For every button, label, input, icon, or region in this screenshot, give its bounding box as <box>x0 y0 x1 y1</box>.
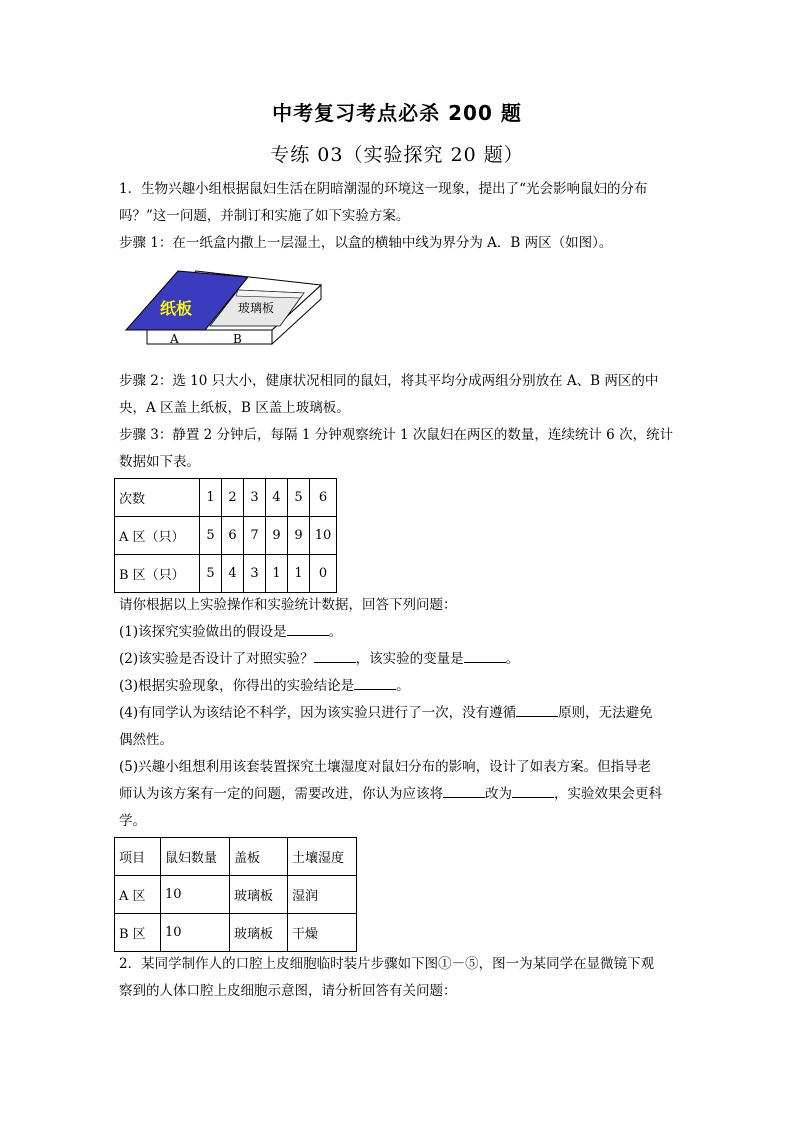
table-cell: 盖板 <box>230 838 288 876</box>
q1-intro-line2: 吗？”这一问题，并制订和实施了如下实验方案。 <box>119 208 410 224</box>
q1-step3-line2: 数据如下表。 <box>119 454 200 470</box>
answer-blank[interactable] <box>443 783 485 798</box>
sub2-text: (2)该实验是否设计了对照实验？ <box>119 651 314 667</box>
q1-step2-line1: 步骤 2：选 10 只大小，健康状况相同的鼠妇，将其平均分成两组分别放在 A、B 两区的中 <box>119 373 659 389</box>
table-cell: 9 <box>266 517 288 555</box>
answer-blank[interactable] <box>516 702 558 717</box>
table-cell: 玻璃板 <box>230 876 288 914</box>
q1-prompt: 请你根据以上实验操作和实验统计数据，回答下列问题： <box>119 597 457 613</box>
glass-board-label: 玻璃板 <box>238 301 275 315</box>
q1-intro-line1: 1．生物兴趣小组根据鼠妇生活在阴暗潮湿的环境这一现象，提出了“光会影响鼠妇的分布 <box>119 181 648 197</box>
answer-blank[interactable] <box>512 783 554 798</box>
table-cell: 7 <box>244 517 266 555</box>
table-cell: A 区 <box>115 876 161 914</box>
table-cell: 鼠妇数量 <box>161 838 230 876</box>
table-cell: 5 <box>200 517 222 555</box>
q1-sub5-line1: (5)兴趣小组想利用该套装置探究土壤湿度对鼠妇分布的影响，设计了如表方案。但指导老 <box>119 759 652 775</box>
table-cell: 6 <box>310 479 337 517</box>
sub4-text: (4)有同学认为该结论不科学，因为该实验只进行了一次，没有遵循 <box>119 705 517 721</box>
count-table <box>114 478 337 593</box>
page-subtitle: 专练 03（实验探究 20 题） <box>270 144 524 166</box>
q1-sub3 <box>119 673 679 700</box>
table-cell: A 区（只） <box>115 517 200 555</box>
table-row <box>115 555 337 593</box>
table-row <box>115 517 337 555</box>
table-cell: 4 <box>222 555 244 593</box>
table-cell: B 区 <box>115 914 161 952</box>
q1-step3-line1: 步骤 3：静置 2 分钟后，每隔 1 分钟观察统计 1 次鼠妇在两区的数量，连续统计 6 次，统计 <box>119 427 674 443</box>
table-cell: 次数 <box>115 479 200 517</box>
q2-intro-line2: 察到的人体口腔上皮细胞示意图，请分析回答有关问题： <box>119 983 457 999</box>
answer-blank[interactable] <box>287 621 329 636</box>
region-b-label: B <box>233 332 242 346</box>
q2-intro-line1: 2．某同学制作人的口腔上皮细胞临时装片步骤如下图①－⑤，图一为某同学在显微镜下观 <box>119 956 655 972</box>
sub5-text: 师认为该方案有一定的问题，需要改进，你认为应该将 <box>119 786 443 802</box>
box-front-face <box>147 330 272 344</box>
table-header-row <box>115 838 357 876</box>
q1-step2-line2: 央，A 区盖上纸板，B 区盖上玻璃板。 <box>119 400 350 416</box>
table-cell: 10 <box>161 914 230 952</box>
table-cell: 项目 <box>115 838 161 876</box>
page-title: 中考复习考点必杀 200 题 <box>272 101 522 125</box>
table-cell: 1 <box>288 555 310 593</box>
q1-step1: 步骤 1：在一纸盒内撒上一层湿土，以盒的横轴中线为界分为 A．B 两区（如图）。 <box>119 235 613 251</box>
table-cell: 湿润 <box>288 876 357 914</box>
sub3-text: (3)根据实验现象，你得出的实验结论是 <box>119 678 355 694</box>
q1-sub4-line2: 偶然性。 <box>119 732 173 748</box>
region-a-label: A <box>170 332 179 346</box>
answer-blank[interactable] <box>314 648 356 663</box>
sub3-end: 。 <box>396 678 410 694</box>
table-cell: 9 <box>288 517 310 555</box>
sub1-end: 。 <box>328 624 343 640</box>
sub2-end: 。 <box>505 651 520 667</box>
table-cell: 5 <box>288 479 310 517</box>
q1-sub1 <box>119 619 679 646</box>
table-cell: 10 <box>310 517 337 555</box>
table-cell: 3 <box>244 479 266 517</box>
table-header-row <box>115 479 337 517</box>
table-cell: 1 <box>266 555 288 593</box>
answer-blank[interactable] <box>464 648 506 663</box>
experiment-box-figure <box>120 268 330 348</box>
q1-sub5-line3: 学。 <box>119 813 146 829</box>
table-cell: 10 <box>161 876 230 914</box>
sub1-text: (1)该探究实验做出的假设是 <box>119 624 287 640</box>
table-cell: 4 <box>266 479 288 517</box>
answer-blank[interactable] <box>354 675 396 690</box>
plan-table <box>114 837 357 952</box>
table-cell: 1 <box>200 479 222 517</box>
sub2-mid: ，该实验的变量是 <box>355 651 464 667</box>
table-cell: 0 <box>310 555 337 593</box>
table-cell: 干燥 <box>288 914 357 952</box>
table-cell: 土壤湿度 <box>288 838 357 876</box>
q1-sub4 <box>119 700 679 727</box>
table-cell: 玻璃板 <box>230 914 288 952</box>
table-row <box>115 876 357 914</box>
q1-sub2 <box>119 646 679 673</box>
table-cell: 6 <box>222 517 244 555</box>
table-cell: 2 <box>222 479 244 517</box>
table-cell: 3 <box>244 555 266 593</box>
sub4-end: 原则，无法避免 <box>558 705 653 721</box>
paper-board-label: 纸板 <box>160 299 193 318</box>
sub5-end: ，实验效果会更科 <box>554 786 662 802</box>
table-row <box>115 914 357 952</box>
table-cell: B 区（只） <box>115 555 200 593</box>
table-cell: 5 <box>200 555 222 593</box>
q1-sub5-line2 <box>119 781 679 808</box>
sub5-mid: 改为 <box>485 786 512 802</box>
